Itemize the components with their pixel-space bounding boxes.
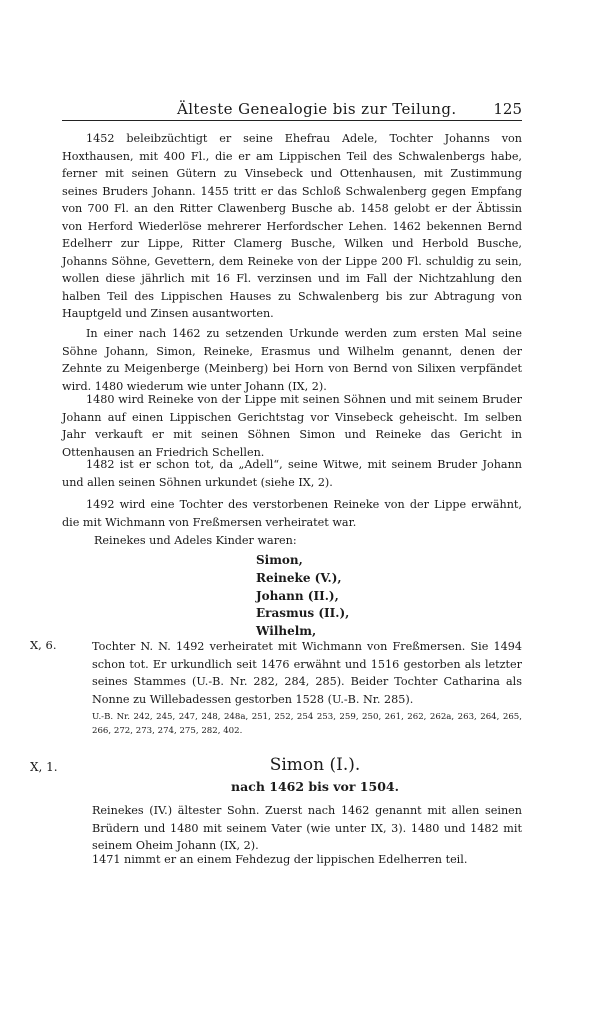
children-list [256,552,349,641]
child-johann: Johann (II.), [256,588,339,603]
child-wilhelm: Wilhelm, [256,624,317,639]
page-number: 125 [493,100,522,118]
children-heading: Reinekes und Adeles Kinder waren: [94,534,297,547]
header-rule [62,120,522,121]
section-title: Simon (I.). [269,755,361,775]
running-header [62,100,522,122]
section-dates: nach 1462 bis vor 1504. [231,779,399,794]
paragraph-eldest-son: Reinekes (IV.) ältester Sohn. Zuerst nach 1462 genannt mit allen seinen Brüdern und 1480 mit seinem Vater (wie unter IX, 3). 1480 und 1482 mit seinem Oheim Johann (IX, 2). [92,804,522,852]
paragraph-1452: 1452 beleibzüchtigt er seine Ehefrau Adele, Tochter Johanns von Hoxthausen, mit 400 Fl., die er am Lippischen Teil des Schwalenbergs habe, ferner mit seinen Gütern zu Vinsebeck und Ottenhausen, mit Zustimmung seines Bruders Johann. 1455 tritt er das Schloß Schwalenberg gegen Empfang von 700 Fl. an den Ritter Clawenberg Busche ab. 1458 gelobt er der Äbtissin von Herford Wiederlöse mehrerer Herfordscher Lehen. 1462 bekennen Bernd Edelherr zur Lippe, Ritter Clamerg Busche, Wilken und Herbold Busche, Johanns Söhne, Gevettern, dem Reineke von der Lippe 200 Fl. schuldig zu sein, wollen diese jährlich mit 16 Fl. verzinsen und im Fall der Nichtzahlung den halben Teil des Lippischen Hauses zu Schwalenberg bis zur Abtragung von Hauptgeld und Zinsen ausantworten. [62,132,522,320]
paragraph-1492: 1492 wird eine Tochter des verstorbenen Reineke von der Lippe erwähnt, die mit Wichmann von Freßmersen verheiratet war. [62,498,522,529]
child-erasmus: Erasmus (II.), [256,606,350,621]
entry-label-x1: X, 1. [30,760,58,774]
paragraph-after-1462: In einer nach 1462 zu setzenden Urkunde werden zum ersten Mal seine Söhne Johann, Simon, Reineke, Erasmus und Wilhelm genannt, denen der Zehnte zu Meigenberge (Meinberg) bei Horn von Bernd von Silixen verpfändet wird. 1480 wiederum wie unter Johann (IX, 2). [62,327,522,393]
paragraph-1480: 1480 wird Reineke von der Lippe mit seinen Söhnen und mit seinem Bruder Johann auf einen Lippischen Gerichtstag vor Vinsebeck geheischt. Im selben Jahr verkauft er mit seinen Söhnen Simon und Reineke das Gericht in Ottenhausen an Friedrich Schellen. [62,393,522,459]
paragraph-1471: 1471 nimmt er an einem Fehdezug der lippischen Edelherren teil. [92,853,468,866]
child-simon: Simon, [256,553,303,567]
entry-label-x6: X, 6. [30,638,57,652]
reference-list: U.-B. Nr. 242, 245, 247, 248, 248a, 251, 252, 254 253, 259, 250, 261, 262, 262a, 263, 264, 265, 266, 272, 273, 274, 275, 282, 402. [92,712,522,736]
paragraph-1482: 1482 ist er schon tot, da „Adell“, seine Witwe, mit seinem Bruder Johann und allen seinen Söhnen urkundet (siehe IX, 2). [62,458,522,489]
entry-text-x6: Tochter N. N. 1492 verheiratet mit Wichmann von Freßmersen. Sie 1494 schon tot. Er urkundlich seit 1476 erwähnt und 1516 gestorben als letzter seines Stammes (U.-B. Nr. 282, 284, 285). Beider Tochter Catharina als Nonne zu Willebadessen gestorben 1528 (U.-B. Nr. 285). [92,640,522,706]
child-reineke: Reineke (V.), [256,570,342,585]
running-title: Älteste Genealogie bis zur Teilung. [177,100,457,118]
